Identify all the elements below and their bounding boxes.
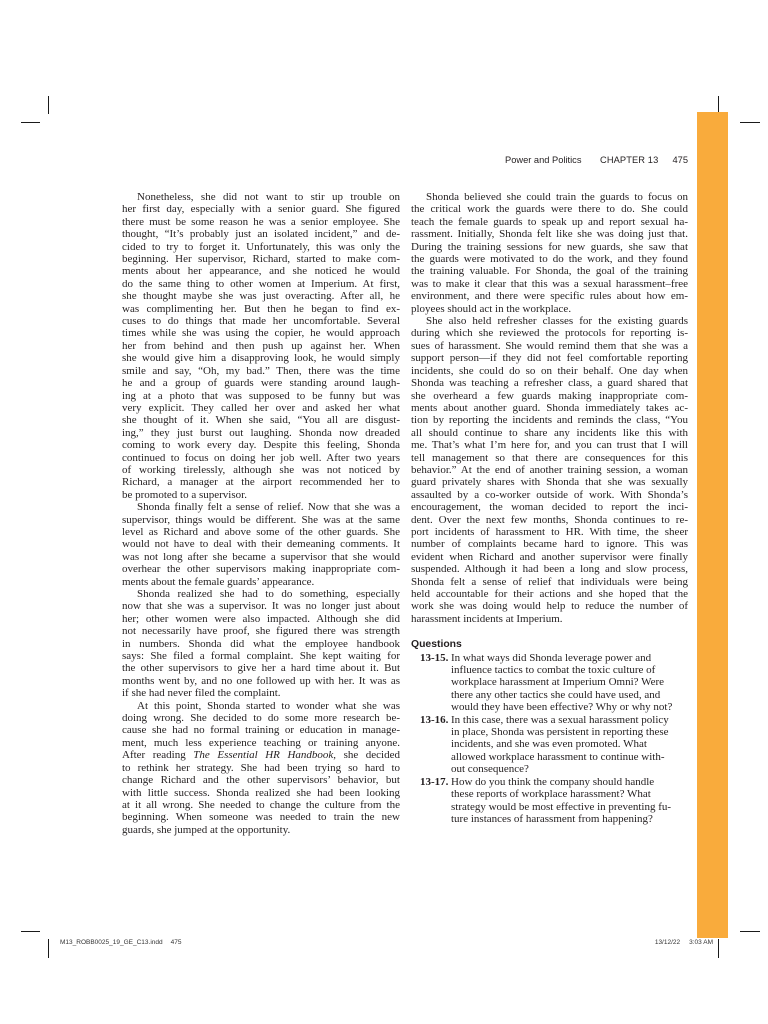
- text-line: In this case, there was a sexual harassment policy: [451, 713, 669, 726]
- text-line: Shonda realized she had to do something, especially: [137, 588, 400, 600]
- text-line: these reports of workplace harassment? What: [451, 788, 651, 801]
- question-number: 13-17.: [420, 775, 449, 788]
- left-column: [122, 191, 400, 836]
- text-line: the guards were motivated to do the work, and they found: [411, 253, 688, 266]
- running-head-page-number: 475: [672, 155, 688, 165]
- text-line: during which she reviewed the protocols for reporting is-: [411, 327, 688, 340]
- text-line: ing,” they just burst out laughing. Shonda now dreaded: [122, 426, 400, 439]
- text-line: in place, Shonda was persistent in reporting these: [451, 726, 669, 739]
- text-line: the other supervisors to give her a hard time about it. But: [122, 662, 400, 675]
- text-line: cause she had no formal training or education in manage-: [122, 724, 400, 737]
- question-item: [411, 652, 688, 714]
- text-line: Nonetheless, she did not want to stir up trouble on: [137, 191, 400, 203]
- paragraph: [122, 700, 400, 836]
- text-line: In what ways did Shonda leverage power and: [451, 651, 652, 664]
- text-line: guard privately shares with Shonda that she was sexually: [411, 476, 688, 489]
- crop-mark-bottom-left-vertical: [48, 939, 49, 958]
- paragraph: [122, 191, 400, 501]
- crop-mark-top-right-horizontal: [740, 122, 760, 123]
- text-line: times while she was using the copier, he would approach: [122, 327, 400, 340]
- text-line: overhear the other supervisors making inappropriate com-: [122, 563, 400, 576]
- paragraph: [411, 191, 688, 315]
- text-line: beginning. When someone was needed to train the new: [122, 811, 400, 824]
- text-line: was complimenting her. But then he began to find ex-: [122, 302, 400, 315]
- text-line: Shonda believed she could train the guards to focus on: [426, 191, 688, 203]
- text-line: she would give him a disapproving look, he would simply: [122, 352, 400, 365]
- question-number: 13-15.: [420, 651, 449, 664]
- right-column: [411, 191, 688, 825]
- text-line: harassment incidents at Imperium.: [411, 612, 563, 625]
- text-line: Shonda was teaching a refresher class, a guard shared that: [411, 377, 688, 390]
- text-line: dent. Over the next few months, Shonda continues to re-: [411, 513, 688, 526]
- text-line: During the training sessions for new guards, she saw that: [411, 240, 688, 253]
- text-line: ment, much less experience teaching or training anyone.: [122, 736, 400, 749]
- text-line: Shonda felt a sense of relief that individuals were being: [411, 575, 688, 588]
- question-text: [451, 714, 688, 776]
- text-line: guards, she jumped at the opportunity.: [122, 823, 291, 836]
- slug-date: 13/12/22: [654, 939, 681, 946]
- text-line: workplace harassment at Imperium Omni? Were: [451, 676, 665, 689]
- text-line: incidents, and she was even promoted. What: [451, 738, 647, 751]
- text-line: her from behind and then push up against her. When: [122, 339, 400, 352]
- questions-list: [411, 652, 688, 826]
- text-line: if she had never filed the complaint.: [122, 687, 281, 700]
- crop-mark-top-left-vertical: [48, 96, 49, 114]
- text-line: ture instances of harassment from happening?: [451, 812, 653, 825]
- questions-heading: Questions: [411, 639, 462, 651]
- text-line: ployees should act in the workplace.: [411, 302, 572, 315]
- text-line: of working tirelessly, although she was not noticed by: [122, 463, 400, 476]
- text-line: strategy would be most effective in preventing fu-: [451, 800, 672, 813]
- crop-mark-bottom-right-horizontal: [740, 931, 760, 932]
- text-line: the critical work the guards were there to do. She could: [411, 203, 688, 216]
- text-line: the training valuable. For Shonda, the goal of the training: [411, 265, 688, 278]
- text-line: held accountable for their actions and she hoped that the: [411, 588, 688, 600]
- text-line: How do you think the company should handle: [451, 775, 655, 788]
- text-line: be promoted to a supervisor.: [122, 488, 247, 501]
- text-line: doing wrong. She decided to do some more research be-: [122, 712, 400, 725]
- text-line: encouragement, the woman decided to report the inci-: [411, 501, 688, 514]
- text-line: coming to work every day. Despite this feeling, Shonda: [122, 439, 400, 452]
- text-line: She also held refresher classes for the existing guards: [426, 315, 688, 328]
- text-line: she thought of it. When she said, “You all are disgust-: [122, 414, 400, 427]
- text-line: environment, and there were specific rules about how em-: [411, 290, 688, 303]
- text-line: at it all wrong. She needed to change the culture from the: [122, 798, 400, 811]
- text-line: Richard, a manager at the airport recommended her to: [122, 476, 400, 489]
- text-line: says: She filed a formal complaint. She kept waiting for: [122, 650, 400, 663]
- text-line: change Richard and the other supervisors’ behavior, but: [122, 774, 400, 787]
- text-line: tion by reporting the incidents and reminds the class, “You: [411, 414, 688, 427]
- question-text: [451, 776, 688, 826]
- crop-mark-bottom-right-vertical: [718, 939, 719, 958]
- text-line: cuses to do things that made her uncomfortable. Several: [122, 315, 400, 328]
- text-line: behavior.” At the end of another training session, a woman: [411, 463, 688, 476]
- right-column-body: [411, 191, 688, 625]
- text-line: thought, “It’s probably just an isolated incident,” and de-: [122, 228, 400, 241]
- slug-file-info: [60, 939, 182, 947]
- text-line: ments about the female guards’ appearance.: [122, 575, 315, 588]
- text-line: smile and say, “Oh, my bad.” Then, there was the time: [122, 364, 400, 377]
- text-line: supervisor, things would be different. She was at the same: [122, 513, 400, 526]
- slug-page-number: 475: [170, 939, 182, 946]
- running-head-chapter-label: CHAPTER 13: [600, 155, 659, 165]
- text-line: ments about another guard. Shonda immediately takes ac-: [411, 401, 688, 414]
- text-line: ing at a photo that was supposed to be funny but was: [122, 389, 400, 402]
- question-text: [451, 652, 688, 714]
- text-line: to rethink her strategy. She had been trying so hard to: [122, 761, 400, 774]
- text-line: influence tactics to combat the toxic culture of: [451, 664, 656, 677]
- slug-timestamp: [655, 939, 713, 947]
- text-line: in numbers. Shonda did what the employee handbook: [122, 637, 400, 650]
- text-line: she overheard a few guards making inappropriate com-: [411, 389, 688, 402]
- text-line: cided to try to forget it. Unfortunately, this was only the: [122, 240, 400, 253]
- crop-mark-top-left-horizontal: [21, 122, 40, 123]
- text-line: he and a group of guards were standing around laugh-: [122, 377, 400, 390]
- text-line: not necessarily have proof, she figured there was strength: [122, 625, 400, 638]
- text-line: beginning. Her supervisor, Richard, started to make com-: [122, 253, 400, 266]
- questions-section: [411, 639, 688, 825]
- text-line: months went by, and no one followed up with her. It was as: [122, 674, 400, 687]
- text-line: allowed workplace harassment to continue with-: [451, 750, 665, 763]
- text-line: teach the female guards to speak up and report sexual ha-: [411, 215, 688, 228]
- text-run: After reading: [122, 749, 194, 762]
- text-line: all should continue to share any incidents like this with: [411, 426, 688, 439]
- text-line: port incidents of harassment to HR. With time, the sheer: [411, 525, 688, 538]
- text-line: her first day, especially with a senior guard. She figured: [122, 203, 400, 216]
- text-line: now that she was a supervisor. It was no longer just about: [122, 600, 400, 613]
- slug-file-name: M13_ROBB0025_19_GE_C13.indd: [60, 939, 163, 946]
- text-line: tell management so that there are consequences for this: [411, 451, 688, 464]
- question-number: 13-16.: [420, 713, 449, 726]
- text-line: evident when Richard and another supervisor were finally: [411, 550, 688, 563]
- book-title-italic: The Essential HR Handbook: [193, 749, 334, 762]
- text-line: she thought maybe she was just overacting. After all, he: [122, 290, 400, 303]
- text-line: was to make it clear that this was a sexual harassment–free: [411, 277, 688, 290]
- text-line: there must be some reason he was a senior employee. She: [122, 215, 400, 228]
- text-line: [122, 749, 400, 761]
- paragraph: [411, 315, 688, 625]
- text-line: sues of harassment. She would remind them that she was a: [411, 339, 688, 352]
- text-line: assaulted by a co-worker outside of work. With Shonda’s: [411, 488, 688, 501]
- text-line: Shonda finally felt a sense of relief. Now that she was a: [137, 501, 400, 514]
- running-head-section-title: Power and Politics: [505, 155, 582, 165]
- chapter-thumb-tab: [697, 112, 728, 938]
- text-run: , she decided: [333, 749, 400, 762]
- text-line: would they have been effective? Why or why not?: [451, 701, 673, 714]
- crop-mark-bottom-left-horizontal: [21, 931, 40, 932]
- question-item: [411, 776, 688, 826]
- paragraph: [122, 501, 400, 588]
- text-line: number of complaints became hard to ignore. This was: [411, 538, 688, 551]
- text-line: was not long after she became a supervisor that she would: [122, 550, 400, 563]
- text-line: level as Richard and above some of the other guards. She: [122, 525, 400, 538]
- text-line: incidents, she could do so on their behalf. One day when: [411, 364, 688, 377]
- text-line: her; other women were also impacted. Although she did: [122, 612, 400, 625]
- text-line: do the same thing to other women at Imperium. At first,: [122, 277, 400, 290]
- text-line: very explicit. They called her over and asked her what: [122, 401, 400, 414]
- text-line: support person—if they did not feel comfortable reporting: [411, 352, 688, 365]
- text-line: suspended. Although it had been a long and slow process,: [411, 563, 688, 576]
- text-line: out consequence?: [451, 763, 529, 776]
- text-line: would not have to deal with their demeaning comments. It: [122, 538, 400, 551]
- text-line: rassment. Initially, Shonda felt like she was doing just that.: [411, 228, 688, 241]
- text-line: with little success. Shonda realized she had been looking: [122, 786, 400, 799]
- text-line: me. That’s what I’m here for, and you can trust that I will: [411, 439, 688, 452]
- text-line: ments about her appearance, and she noticed he would: [122, 265, 400, 278]
- question-item: [411, 714, 688, 776]
- text-line: continued to focus on doing her job well. After two years: [122, 451, 400, 464]
- slug-time: 3:03 AM: [689, 939, 713, 946]
- text-line: work she was doing would help to reduce the number of: [411, 600, 688, 613]
- paragraph: [122, 588, 400, 700]
- text-line: At this point, Shonda started to wonder what she was: [137, 699, 400, 712]
- text-line: there any other tactics she could have used, and: [451, 688, 661, 701]
